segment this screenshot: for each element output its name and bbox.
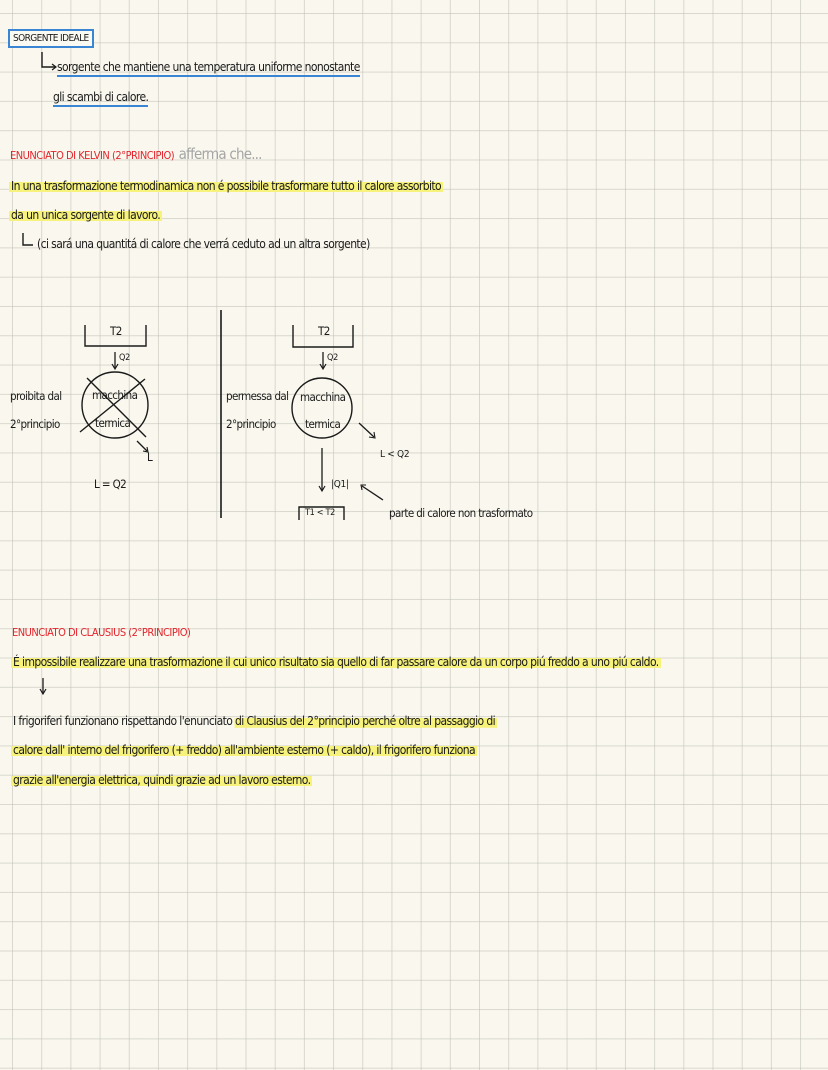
- kelvin-heading: ENUNCIATO DI KELVIN (2°PRINCIPIO): [10, 149, 175, 162]
- clausius-explanation-line2: calore dall' interno del frigorifero (+ freddo) all'ambiente esterno (+ caldo), il frigorifero funziona: [13, 743, 476, 757]
- allowed-engine-line1: macchina: [300, 390, 346, 404]
- kelvin-note: (ci sará una quantitá di calore che verrá ceduto ad un altra sorgente): [37, 237, 370, 251]
- forbidden-relation-label: L = Q2: [94, 477, 127, 491]
- allowed-annotation: parte di calore non trasformato: [389, 506, 533, 520]
- allowed-label-line1: permessa dal: [226, 389, 289, 403]
- allowed-work-label: L < Q2: [380, 449, 410, 460]
- clausius-explanation-line1: I frigoriferi funzionano rispettando l'enunciato di Clausius del 2°principio perché oltre al passaggio di: [13, 714, 495, 728]
- forbidden-label-line2: 2°principio: [10, 417, 60, 431]
- kelvin-heading-note: afferma che...: [178, 145, 262, 163]
- ideal-source-definition-line1: sorgente che mantiene una temperatura uniforme nonostante: [57, 60, 360, 77]
- forbidden-heat-in-label: Q2: [119, 353, 130, 363]
- allowed-cold-reservoir-label: T1 < T2: [305, 508, 336, 518]
- allowed-heat-out-label: |Q1|: [331, 479, 349, 490]
- clausius-statement: É impossibile realizzare una trasformazione il cui unico risultato sia quello di far passare calore da un corpo piú freddo a uno piú caldo.: [13, 655, 659, 669]
- forbidden-engine-line2: termica: [95, 416, 131, 430]
- allowed-label-line2: 2°principio: [226, 417, 276, 431]
- ideal-source-title: SORGENTE IDEALE: [8, 29, 94, 48]
- forbidden-work-label: L: [147, 450, 153, 464]
- clausius-explanation-line3: grazie all'energia elettrica, quindi grazie ad un lavoro esterno.: [13, 773, 311, 787]
- clausius-heading: ENUNCIATO DI CLAUSIUS (2°PRINCIPIO): [12, 626, 191, 639]
- forbidden-label-line1: proibita dal: [10, 389, 62, 403]
- allowed-engine-line2: termica: [305, 417, 341, 431]
- forbidden-engine-line1: macchina: [92, 388, 138, 402]
- kelvin-statement-line2: da un unica sorgente di lavoro.: [11, 208, 161, 222]
- kelvin-statement-line1: In una trasformazione termodinamica non é possibile trasformare tutto il calore assorbito: [11, 179, 441, 193]
- ideal-source-definition-line2: gli scambi di calore.: [53, 90, 148, 107]
- allowed-hot-reservoir-label: T2: [318, 324, 330, 338]
- forbidden-reservoir-label: T2: [110, 324, 122, 338]
- allowed-heat-in-label: Q2: [327, 353, 338, 363]
